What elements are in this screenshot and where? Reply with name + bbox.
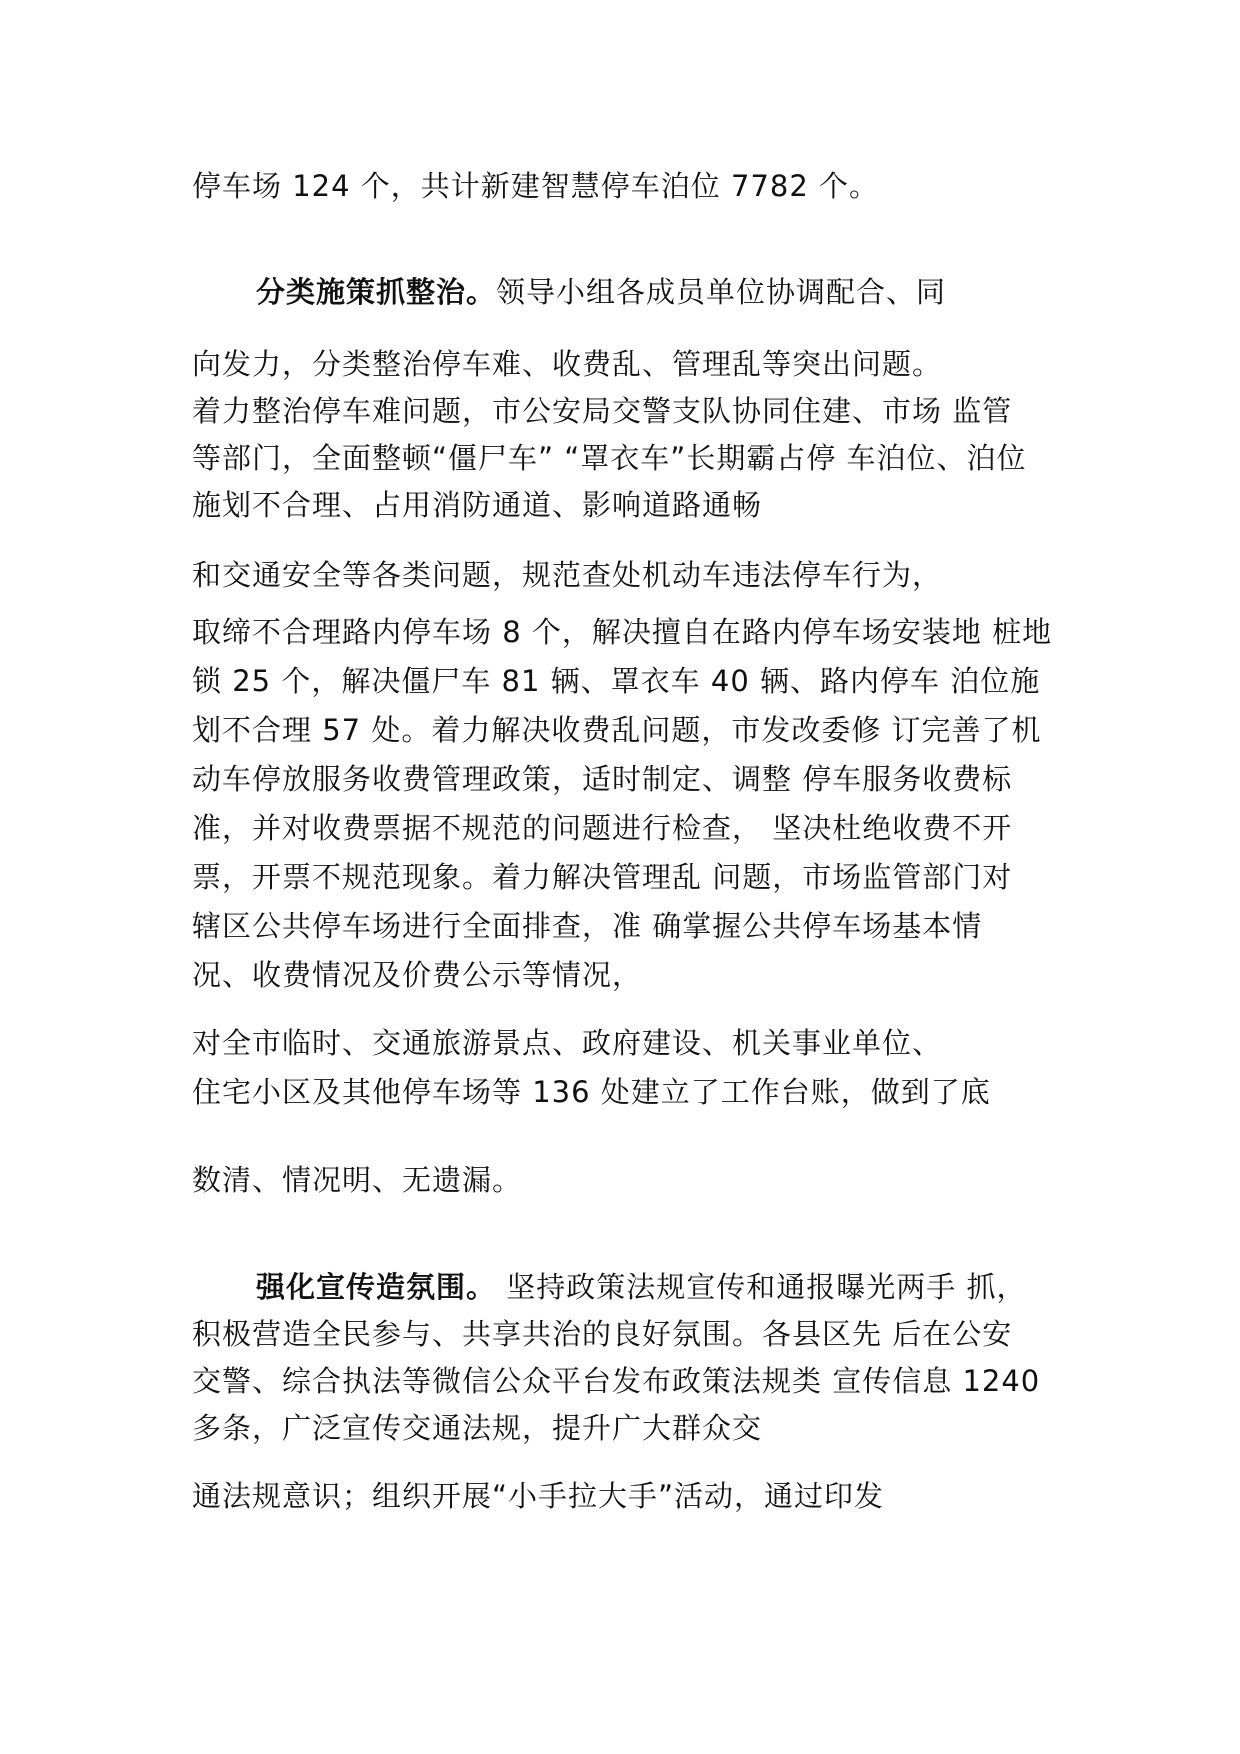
text-line: 通法规意识；组织开展“小手拉大手”活动，通过印发	[192, 1479, 885, 1513]
text-line: 积极营造全民参与、共享共治的良好氛围。各县区先 后在公安	[192, 1317, 1013, 1351]
text-line: 施划不合理、占用消防通道、影响道路通畅	[192, 488, 763, 522]
text-line: 锁 25 个，解决僵尸车 81 辆、罩衣车 40 辆、路内停车 泊位施	[192, 664, 1041, 698]
text-line: 况、收费情况及价费公示等情况，	[192, 958, 643, 992]
text-line: 领导小组各成员单位协调配合、同	[496, 275, 947, 309]
text-line: 票，开票不规范现象。着力解决管理乱 问题，市场监管部门对	[192, 860, 1013, 894]
paragraph-heading: 强化宣传造氛围。	[256, 1270, 497, 1304]
text-line: 数清、情况明、无遗漏。	[192, 1163, 523, 1197]
text-line: 向发力，分类整治停车难、收费乱、管理乱等突出问题。	[192, 347, 943, 381]
text-line: 着力整治停车难问题，市公安局交警支队协同住建、市场 监管	[192, 394, 1013, 428]
text-line: 等部门，全面整顿“僵尸车” “罩衣车”长期霸占停 车泊位、泊位	[192, 441, 1027, 475]
paragraph-first-line	[256, 1269, 1026, 1305]
text-line: 停车场 124 个，共计新建智慧停车泊位 7782 个。	[192, 169, 880, 203]
text-line: 坚持政策法规宣传和通报曝光两手 抓，	[496, 1270, 1027, 1304]
text-line: 和交通安全等各类问题，规范查处机动车违法停车行为，	[192, 558, 943, 592]
text-line: 对全市临时、交通旅游景点、政府建设、机关事业单位、	[192, 1026, 943, 1060]
text-line: 动车停放服务收费管理政策，适时制定、调整 停车服务收费标	[192, 762, 1013, 796]
text-line: 划不合理 57 处。着力解决收费乱问题，市发改委修 订完善了机	[192, 713, 1042, 747]
text-line: 多条，广泛宣传交通法规，提升广大群众交	[192, 1411, 763, 1445]
text-line: 住宅小区及其他停车场等 136 处建立了工作台账，做到了底	[192, 1075, 991, 1109]
text-line: 取缔不合理路内停车场 8 个，解决擅自在路内停车场安装地 桩地	[192, 615, 1053, 649]
paragraph-first-line	[256, 274, 946, 310]
text-line: 辖区公共停车场进行全面排查，准 确掌握公共停车场基本情	[192, 909, 983, 943]
paragraph-heading: 分类施策抓整治。	[256, 275, 497, 309]
text-line: 准，并对收费票据不规范的问题进行检查， 坚决杜绝收费不开	[192, 811, 1013, 845]
text-line: 交警、综合执法等微信公众平台发布政策法规类 宣传信息 1240	[192, 1364, 1041, 1398]
